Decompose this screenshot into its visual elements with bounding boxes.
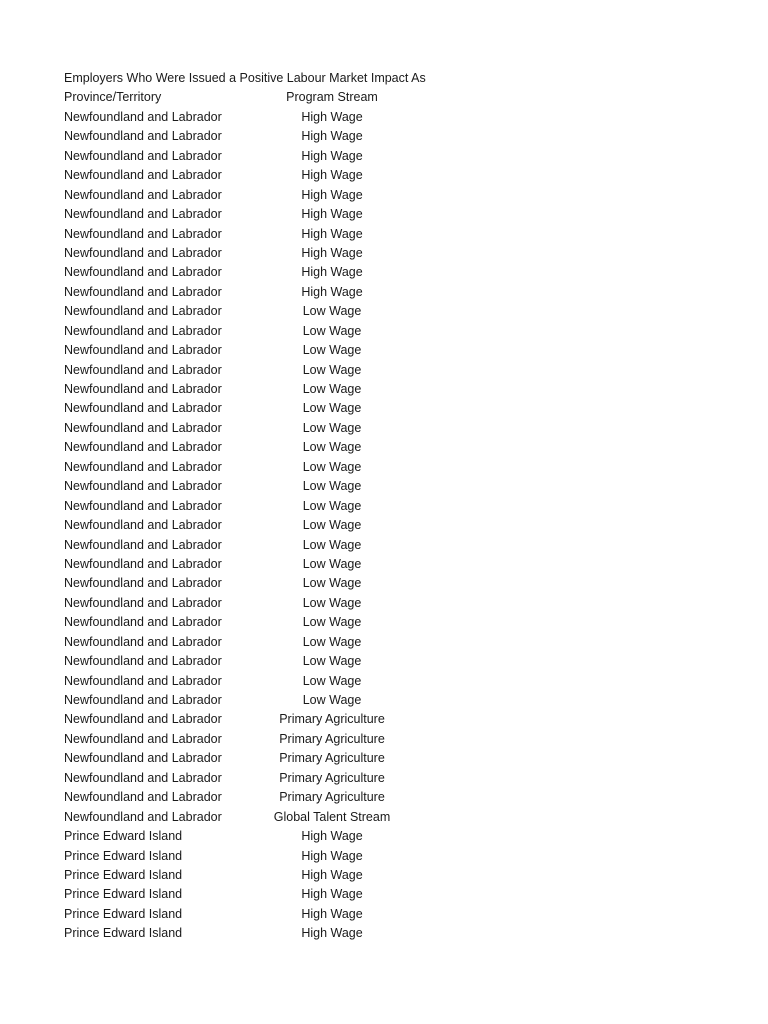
table-row [64, 341, 624, 360]
program-stream-cell: Low Wage [302, 595, 362, 610]
table-row [64, 302, 624, 321]
table-row [64, 866, 624, 885]
province-cell: Newfoundland and Labrador [64, 556, 222, 571]
province-cell: Newfoundland and Labrador [64, 207, 222, 222]
province-cell: Newfoundland and Labrador [64, 440, 222, 455]
province-cell: Newfoundland and Labrador [64, 731, 222, 746]
table-row [64, 749, 624, 768]
table-row [64, 652, 624, 671]
program-stream-cell: High Wage [301, 168, 363, 183]
province-cell: Newfoundland and Labrador [64, 595, 222, 610]
table-row [64, 205, 624, 224]
program-stream-cell: Global Talent Stream [273, 809, 391, 824]
header-row [64, 88, 624, 107]
table-row [64, 788, 624, 807]
province-cell: Newfoundland and Labrador [64, 693, 222, 707]
program-stream-cell: High Wage [301, 187, 363, 202]
province-cell: Newfoundland and Labrador [64, 770, 222, 785]
program-stream-cell: Low Wage [302, 343, 362, 358]
program-stream-cell: Low Wage [302, 615, 362, 630]
program-stream-cell: High Wage [301, 148, 363, 163]
table-row [64, 594, 624, 613]
province-cell: Newfoundland and Labrador [64, 518, 222, 533]
table-row [64, 147, 624, 166]
program-stream-cell: High Wage [301, 887, 363, 902]
table-row [64, 516, 624, 535]
province-cell: Newfoundland and Labrador [64, 459, 222, 474]
program-stream-cell: Primary Agriculture [279, 770, 385, 785]
program-stream-cell: High Wage [301, 906, 363, 921]
table-row [64, 555, 624, 574]
program-stream-cell: High Wage [301, 207, 363, 222]
province-cell: Newfoundland and Labrador [64, 304, 222, 319]
table-row [64, 263, 624, 282]
program-stream-cell: High Wage [301, 226, 363, 241]
province-cell: Newfoundland and Labrador [64, 790, 222, 805]
program-stream-cell: Low Wage [302, 440, 362, 455]
table-row [64, 225, 624, 244]
program-stream-cell: Low Wage [302, 323, 362, 338]
program-stream-cell: Low Wage [302, 576, 362, 591]
table-row [64, 458, 624, 477]
program-stream-cell: Low Wage [302, 654, 362, 669]
table-row [64, 827, 624, 846]
table-row [64, 633, 624, 652]
table-row [64, 691, 624, 710]
province-cell: Newfoundland and Labrador [64, 420, 222, 435]
table-row [64, 283, 624, 302]
program-stream-cell: Low Wage [302, 420, 362, 435]
table-row [64, 613, 624, 632]
province-cell: Newfoundland and Labrador [64, 343, 222, 358]
table-row [64, 380, 624, 399]
table-row [64, 672, 624, 691]
province-cell: Newfoundland and Labrador [64, 129, 222, 144]
province-cell: Prince Edward Island [64, 867, 183, 882]
table-row [64, 885, 624, 904]
program-stream-cell: Low Wage [302, 498, 362, 513]
program-stream-cell: Low Wage [302, 362, 362, 377]
province-cell: Newfoundland and Labrador [64, 401, 222, 416]
program-stream-cell: High Wage [301, 284, 363, 299]
program-stream-cell: Low Wage [302, 459, 362, 474]
table-row [64, 361, 624, 380]
province-cell: Newfoundland and Labrador [64, 712, 222, 727]
table-row [64, 108, 624, 127]
province-cell: Newfoundland and Labrador [64, 382, 222, 396]
table-row [64, 574, 624, 593]
province-cell: Newfoundland and Labrador [64, 362, 222, 377]
province-cell: Newfoundland and Labrador [64, 479, 222, 494]
table-row [64, 730, 624, 749]
table-row [64, 166, 624, 185]
table-row [64, 244, 624, 263]
province-cell: Newfoundland and Labrador [64, 187, 222, 202]
program-stream-cell: Low Wage [302, 693, 362, 707]
program-stream-cell: High Wage [301, 109, 363, 124]
province-cell: Prince Edward Island [64, 906, 183, 921]
table-row [64, 924, 624, 943]
column-header-program-stream: Program Stream [286, 90, 378, 105]
province-cell: Newfoundland and Labrador [64, 265, 222, 280]
province-cell: Prince Edward Island [64, 887, 183, 902]
program-stream-cell: Low Wage [302, 556, 362, 571]
table-row [64, 438, 624, 457]
program-stream-cell: Primary Agriculture [279, 751, 385, 766]
table-row [64, 399, 624, 418]
program-stream-cell: Low Wage [302, 518, 362, 533]
program-stream-cell: Primary Agriculture [279, 712, 385, 727]
table-body [64, 108, 624, 944]
table-row [64, 905, 624, 924]
table-row [64, 322, 624, 341]
province-cell: Newfoundland and Labrador [64, 537, 222, 552]
spreadsheet-page [64, 69, 624, 944]
table-row [64, 186, 624, 205]
table-row [64, 847, 624, 866]
table-row [64, 497, 624, 516]
province-cell: Newfoundland and Labrador [64, 634, 222, 649]
program-stream-cell: Low Wage [302, 479, 362, 494]
program-stream-cell: High Wage [301, 245, 363, 260]
province-cell: Newfoundland and Labrador [64, 226, 222, 241]
province-cell: Newfoundland and Labrador [64, 498, 222, 513]
province-cell: Newfoundland and Labrador [64, 284, 222, 299]
province-cell: Newfoundland and Labrador [64, 615, 222, 630]
table-row [64, 477, 624, 496]
table-row [64, 769, 624, 788]
table-row [64, 710, 624, 729]
program-stream-cell: High Wage [301, 265, 363, 280]
province-cell: Prince Edward Island [64, 926, 183, 941]
province-cell: Prince Edward Island [64, 829, 183, 844]
table-row [64, 808, 624, 827]
program-stream-cell: High Wage [301, 129, 363, 144]
table-row [64, 127, 624, 146]
program-stream-cell: High Wage [301, 926, 363, 941]
program-stream-cell: High Wage [301, 867, 363, 882]
province-cell: Newfoundland and Labrador [64, 576, 222, 591]
program-stream-cell: High Wage [301, 829, 363, 844]
program-stream-cell: Low Wage [302, 401, 362, 416]
province-cell: Newfoundland and Labrador [64, 673, 222, 688]
province-cell: Newfoundland and Labrador [64, 168, 222, 183]
document-title: Employers Who Were Issued a Positive Labour Market Impact As [64, 71, 426, 85]
program-stream-cell: Low Wage [302, 634, 362, 649]
province-cell: Newfoundland and Labrador [64, 245, 222, 260]
column-header-province: Province/Territory [64, 90, 162, 105]
program-stream-cell: Low Wage [302, 673, 362, 688]
program-stream-cell: Primary Agriculture [279, 731, 385, 746]
province-cell: Newfoundland and Labrador [64, 323, 222, 338]
program-stream-cell: Low Wage [302, 304, 362, 319]
province-cell: Newfoundland and Labrador [64, 148, 222, 163]
program-stream-cell: Low Wage [302, 382, 362, 396]
table-row [64, 419, 624, 438]
program-stream-cell: Low Wage [302, 537, 362, 552]
province-cell: Newfoundland and Labrador [64, 654, 222, 669]
province-cell: Prince Edward Island [64, 848, 183, 863]
program-stream-cell: Primary Agriculture [279, 790, 385, 805]
province-cell: Newfoundland and Labrador [64, 751, 222, 766]
table-row [64, 536, 624, 555]
province-cell: Newfoundland and Labrador [64, 109, 222, 124]
program-stream-cell: High Wage [301, 848, 363, 863]
province-cell: Newfoundland and Labrador [64, 809, 222, 824]
